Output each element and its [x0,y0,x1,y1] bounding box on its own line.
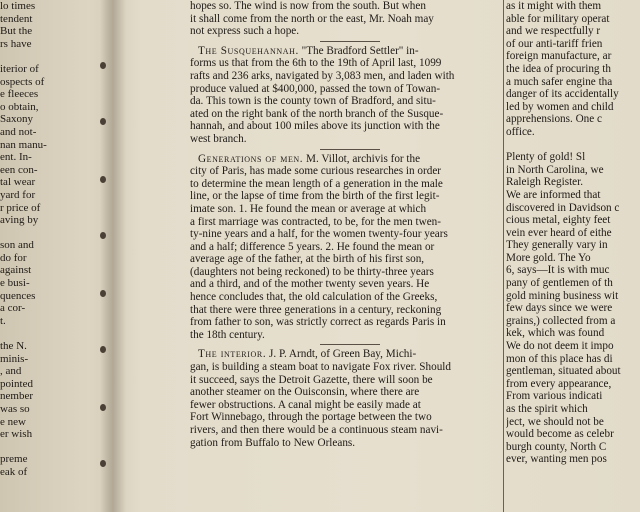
text-line: burgh county, North C [506,440,607,453]
article-divider [320,344,380,345]
text-line: and a third, and of the mother twenty seven years. He [190,278,430,291]
page-fold [112,0,114,512]
text-line: o obtain, [0,100,39,113]
text-line: ty-nine years and a half, for the women twenty-four years [190,228,448,241]
article-heading: The Susquehannah. [198,44,299,57]
text-line: the idea of procuring th [506,62,612,75]
text-line: that there were three generations in a century, reckoning [190,303,442,316]
text-line: forms us that from the 6th to the 19th of April last, 1099 [190,57,442,70]
text-line: yard for [0,188,36,201]
text-line: We do not deem it impo [506,340,614,353]
text-line: and a half; difference 5 years. 2. He found the mean or [190,240,435,253]
text-line: from every appearance, [506,377,612,390]
text-line [0,50,96,63]
text-line: rivers, and then there would be a continuous steam navi- [190,424,443,436]
text-line: from father to son, was strictly correct as regards Paris in [190,316,446,329]
text-line: Fort Winnebago, through the portage between the two [190,411,432,424]
text-line: gan, is building a steam boat to navigate Fox river. Should [190,361,452,374]
text-line [190,45,510,58]
text-line: , and [0,365,22,378]
text-line: gold mining business wit [506,289,619,302]
text-line: ject, we should not be [506,415,604,428]
text-line: it succeed, says the Detroit Gazette, there will soon be [190,373,433,386]
text-line: (daughters not being reckoned) to be thirty-three years [190,265,434,278]
text-line: fewer obstructions. A canal might be easily made at [190,398,421,411]
text-line: was so [0,403,30,415]
text-line: and not- [0,125,37,138]
text-line: of our anti-tariff frien [506,37,603,50]
text-line: Plenty of gold! Sl [506,151,586,164]
article-text: "The Bradford Settler" in- [298,44,419,57]
article-divider [320,149,380,150]
text-line: the 18th century. [190,328,265,341]
text-line: r price of [0,201,41,214]
article-heading: Generations of men. [198,152,304,165]
center-column-text [190,0,510,449]
text-line: pointed [0,377,33,390]
text-line: as the spirit which [506,403,588,415]
text-line: From various indicati [506,390,603,403]
text-line: office. [506,125,535,138]
text-line: gation from Buffalo to New Orleans. [190,436,356,449]
text-line: hannah, and about 100 miles above its junction with the [190,120,440,133]
text-line: able for military operat [506,12,610,25]
text-line: ospects of [0,75,45,88]
article-text: J. P. Arndt, of Green Bay, Michi- [266,348,417,361]
text-line: the N. [0,340,27,353]
text-line: discovered in Davidson c [506,201,620,214]
text-line: a much safer engine tha [506,75,613,88]
text-line: few days since we were [506,302,613,315]
text-line: Raleigh Register. [506,176,584,189]
text-line: tendent [0,12,33,25]
text-line [190,153,510,166]
text-line: son and [0,239,34,252]
text-line: e fleeces [0,88,39,101]
text-line: danger of its accidentally [506,88,619,101]
text-line: Saxony [0,113,33,126]
text-line: ever, wanting men pos [506,453,607,466]
text-line: against [0,264,32,277]
text-line: een con- [0,163,38,176]
text-line: e busi- [0,277,30,290]
text-line: We are informed that [506,188,601,201]
text-line: They generally vary in [506,239,608,252]
text-line: do for [0,251,27,264]
article-divider [320,41,380,42]
text-line: But the [0,25,33,38]
text-line: in North Carolina, we [506,163,604,176]
text-line: pany of gentlemen of th [506,277,613,290]
article-text: M. Villot, archivis for the [303,152,421,165]
text-line: hopes so. The wind is now from the south. But when [190,0,426,12]
text-line: ent. In- [0,151,32,164]
text-line: it shall come from the north or the east, Mr. Noah may [190,12,434,25]
text-line: as it might with them [506,0,602,12]
text-line: ated on the right bank of the north branch of the Susque- [190,107,444,120]
text-line: eak of [0,465,28,478]
text-line: 6, says—It is with muc [506,264,610,277]
text-line [0,227,96,240]
text-line: gentleman, situated about [506,365,621,378]
text-line: mon of this place has di [506,352,613,365]
text-line: foreign manufacture, ar [506,50,612,63]
article-heading: The interior. [198,348,267,361]
text-line: iterior of [0,62,39,75]
text-line: cious metal, eighty feet [506,214,611,227]
text-line: not express such a hope. [190,25,300,38]
text-line: average age of the father, at the birth of his first son, [190,253,425,266]
text-line: to determine the mean length of a generation in the male [190,177,443,190]
text-line: minis- [0,352,29,365]
text-line: tal wear [0,176,36,189]
text-line [190,348,510,361]
text-line: vein ever heard of eithe [506,226,612,239]
text-line [0,441,96,454]
text-line: kek, which was found [506,327,605,340]
text-line: rs have [0,37,32,50]
text-line: lo times [0,0,36,12]
text-line [506,139,640,152]
left-column-text [0,0,96,479]
text-line: and we respectfully r [506,25,601,38]
text-line: would become as celebr [506,428,614,441]
text-line: t. [0,314,6,327]
text-line: preme [0,453,28,466]
text-line: e new [0,415,26,428]
text-line: another steamer on the Ouisconsin, where there are [190,386,420,399]
text-line: city of Paris, has made some curious researches in order [190,165,442,178]
text-line: a cor- [0,302,26,315]
text-line: nan manu- [0,138,47,151]
text-line: produce valued at $400,000, passed the town of Towan- [190,82,441,95]
text-line: a first marriage was contracted, to be, for the men twen- [190,215,441,228]
text-line: imate son. 1. He found the mean or average at which [190,202,427,215]
text-line: led by women and child [506,100,614,113]
text-line: aving by [0,214,39,227]
text-line: grains,) collected from a [506,314,616,327]
right-column-text [506,0,640,466]
text-line: er wish [0,428,33,441]
text-line: apprehensions. One c [506,113,602,126]
text-line: More gold. The Yo [506,251,591,264]
text-line: hence concludes that, the old calculation of the Greeks, [190,291,438,304]
text-line: nember [0,390,33,403]
text-line [0,327,96,340]
text-line: west branch. [190,132,247,145]
text-line: line, or the lapse of time from the birth of the first legit- [190,190,440,203]
text-line: da. This town is the county town of Bradford, and situ- [190,95,436,108]
text-line: rafts and 236 arks, navigated by 3,083 men, and laden with [190,69,455,82]
text-line: quences [0,289,36,302]
